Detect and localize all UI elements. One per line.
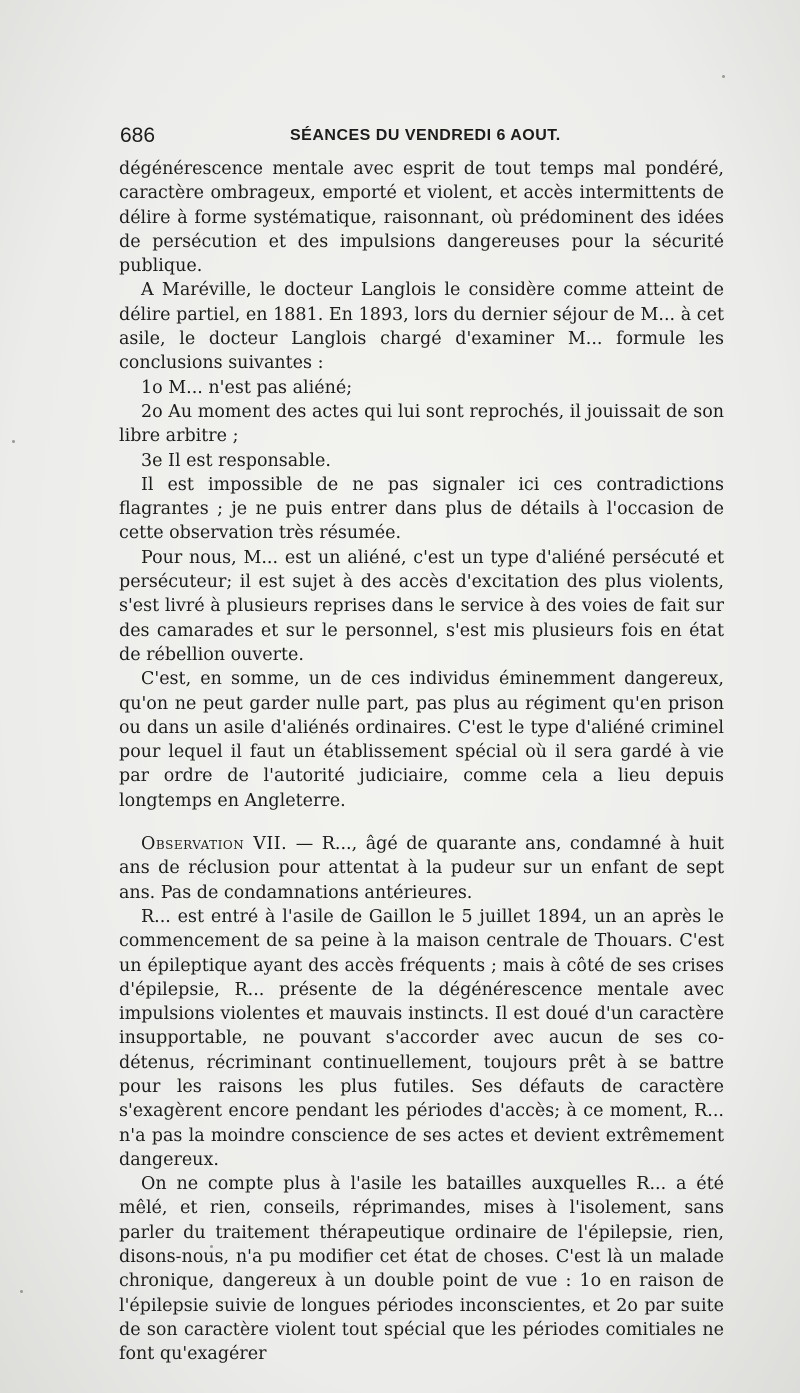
list-item: 2o Au moment des actes qui lui sont reprochés, il jouissait de son libre arbitre ; (119, 401, 724, 447)
page-number: 686 (120, 124, 156, 147)
list-item: 1o M... n'est pas aliéné; (141, 377, 353, 398)
paragraph: R... est entré à l'asile de Gaillon le 5 juillet 1894, un an après le commencement de sa peine à la maison centrale de Thouars. C'est un épileptique ayant des accès fréquents ; mais à côté de ses crises d'épilepsie, R... présente de la dégénérescence mentale avec impulsions violentes et mauvais instincts. Il est doué d'un caractère insupportable, ne pouvant s'accorder avec aucun de ses co-détenus, récriminant continuellement, toujours prêt à se battre pour les raisons les plus futiles. Ses défauts de caractère s'exagèrent encore pendant les périodes d'accès; à ce moment, R... n'a pas la moindre conscience de ses actes et devient extrêmement dangereux. (119, 906, 724, 1170)
paragraph: A Maréville, le docteur Langlois le considère comme atteint de délire partiel, en 1881. En 1893, lors du dernier séjour de M... à cet asile, le docteur Langlois chargé d'examiner M... formule les conclusions suivantes : (119, 280, 724, 374)
observation-label: Observation VII. (141, 834, 288, 855)
observation-text: — R..., âgé de quarante ans, condamné à huit ans de réclusion pour attentat à la pudeur sur un enfant de sept ans. Pas de condamnations antérieures. (119, 834, 724, 903)
list-item: 3e Il est responsable. (141, 450, 331, 471)
running-head: SÉANCES DU VENDREDI 6 AOUT. (290, 127, 561, 144)
paragraph: Il est impossible de ne pas signaler ici ces contradictions flagrantes ; je ne puis entrer dans plus de détails à l'occasion de cette observation très résumée. (119, 474, 724, 544)
page-header (120, 124, 725, 156)
observation-heading-paragraph (119, 832, 724, 905)
paragraph: dégénérescence mentale avec esprit de tout temps mal pondéré, caractère ombrageux, emporté et violent, et accès intermittents de délire à forme systématique, raisonnant, où prédominent des idées de persécution et des impulsions dangereuses pour la sécurité publique. (119, 159, 724, 277)
paragraph: Pour nous, M... est un aliéné, c'est un type d'aliéné persécuté et persécuteur; il est sujet à des accès d'excitation des plus violents, s'est livré à plusieurs reprises dans le service à des voies de fait sur des camarades et sur le personnel, s'est mis plusieurs fois en état de rébellion ouverte. (119, 547, 724, 665)
paragraph: On ne compte plus à l'asile les batailles auxquelles R... a été mêlé, et rien, conseils, réprimandes, mises à l'isolement, sans parler du traitement thérapeutique ordinaire de l'épilepsie, rien, disons-nous, n'a pu modifier cet état de choses. C'est là un malade chronique, dangereux à un double point de vue : 1o en raison de l'épilepsie suivie de longues périodes inconscientes, et 2o par suite de son caractère violent tout spécial que les périodes comitiales ne font qu'exagérer (119, 1174, 724, 1365)
paragraph: C'est, en somme, un de ces individus éminemment dangereux, qu'on ne peut garder nulle part, pas plus au régiment qu'en prison ou dans un asile d'aliénés ordinaires. C'est le type d'aliéné criminel pour lequel il faut un établissement spécial où il sera gardé à vie par ordre de l'autorité judiciaire, comme cela a lieu depuis longtemps en Angleterre. (119, 669, 724, 811)
body-text (119, 157, 724, 1367)
